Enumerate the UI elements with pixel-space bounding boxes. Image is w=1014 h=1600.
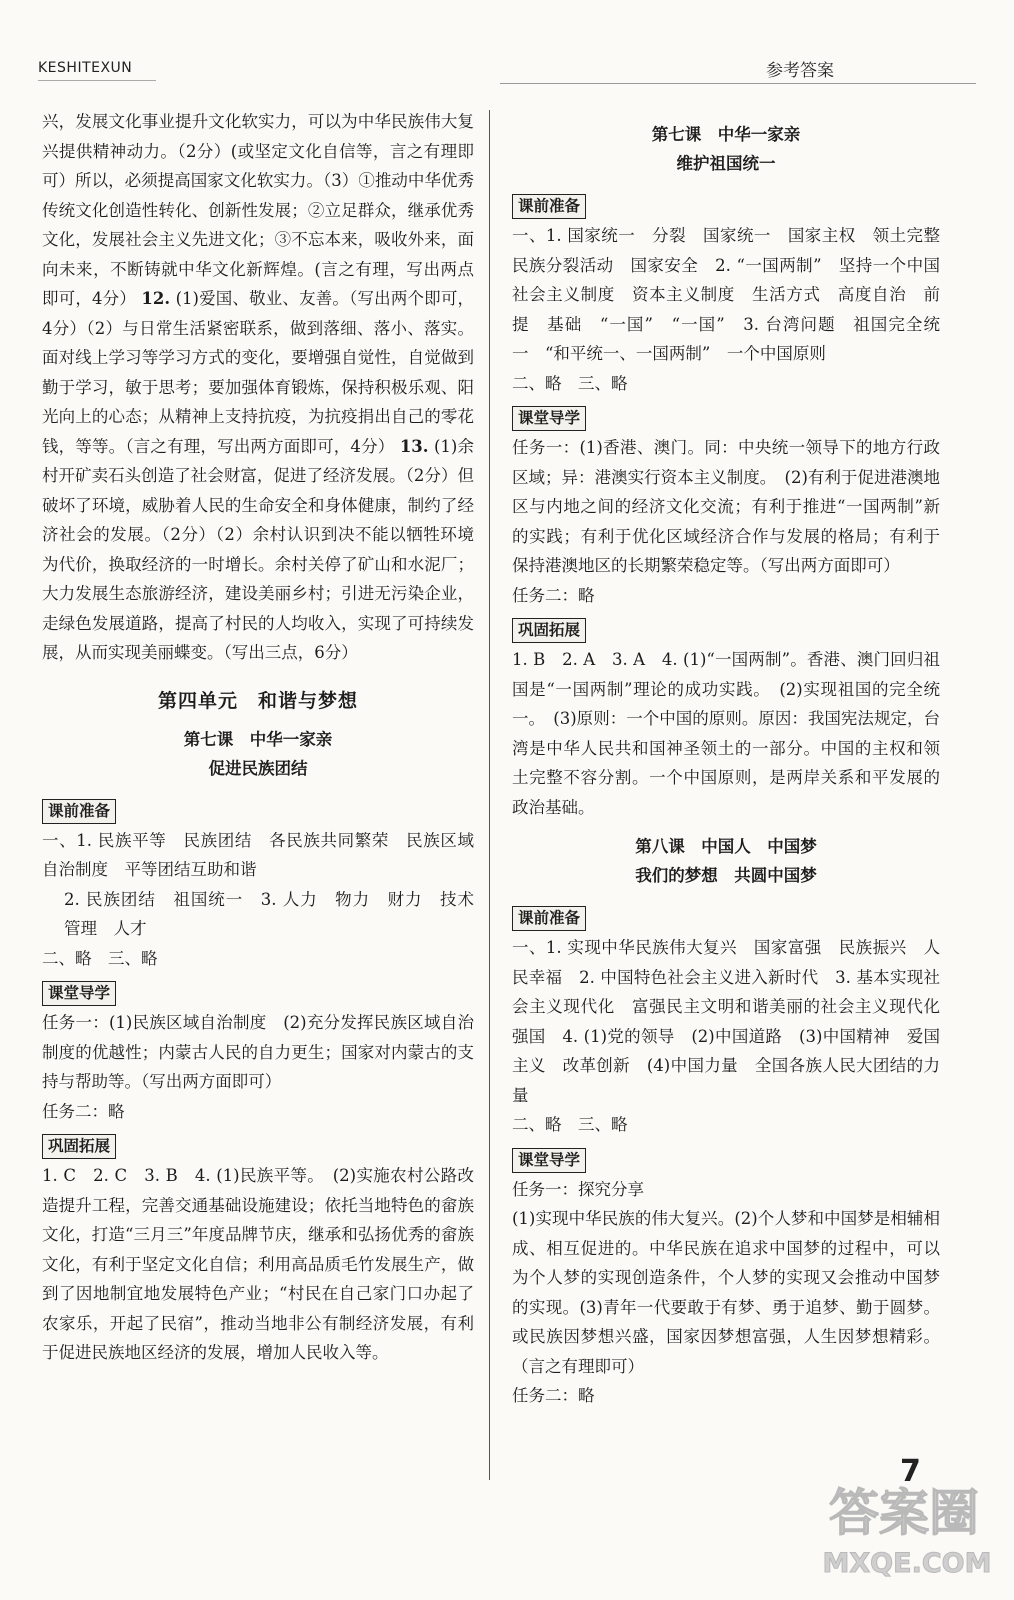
page-number: 7: [900, 1454, 921, 1489]
prep-answer-2: 二、略 三、略: [512, 373, 628, 393]
consolidate-answer: 1. C 2. C 3. B 4. (1)民族平等。 (2)实施农村公路改造提升工程，完善交通基础设施建设；依托当地特色的畲族文化，打造“三月三”年度品牌节庆，继承和弘扬优秀的畲族文化，有利于坚定文化自信；利用高品质毛竹发展生产，做到了因地制宜地发展特色产业；“村民在自己家门口办起了农家乐，开起了民宿”，推动当地非公有制经济发展，有利于促进民族地区经济的发展，增加人民收入等。: [42, 1166, 474, 1362]
prep-answer-1: 一、1. 国家统一 分裂 国家统一 国家主权 领土完整 民族分裂活动 国家安全 2. “一国两制” 坚持一个中国 社会主义制度 资本主义制度 生活方式 高度自治 前提 基础 “一国” “一国” 3. 台湾问题 祖国完全统一 “和平统一、一国两制” 一个中国原则: [512, 226, 957, 363]
question-12-answer: (1)爱国、敬业、友善。（写出两个即可，4分）（2）与日常生活紧密联系，做到落细、落小、落实。面对线上学习等学习方式的变化，要增强自觉性，自觉做到勤于学习，敏于思考；要加强体育锻炼，保持积极乐观、阳光向上的心态；从精神上支持抗疫，为抗疫捐出自己的零花钱，等等。（言之有理，写出两方面即可，4分）: [42, 289, 475, 456]
task-1-answer: 任务一：(1)民族区域自治制度 (2)充分发挥民族区域自治制度的优越性；内蒙古人民的自力更生；国家对内蒙古的支持与帮助等。（写出两方面即可）: [42, 1013, 474, 1091]
section-tag-class: 课堂导学: [512, 406, 586, 431]
task-1-heading: 任务一：探究分享: [512, 1179, 644, 1199]
header-rule: [500, 83, 976, 84]
lesson-8-title: [512, 832, 940, 890]
lesson-title-line2: 维护祖国统一: [676, 154, 776, 173]
question-13-answer: (1)余村开矿卖石头创造了社会财富，促进了经济发展。（2分）但破坏了环境，威胁着人民的生命安全和身体健康，制约了经济社会的发展。（2分）（2）余村认识到决不能以牺牲环境为代价，换取经济的一时增长。余村关停了矿山和水泥厂；大力发展生态旅游经济，建设美丽乡村；引进无污染企业，走绿色发展道路，提高了村民的人均收入，实现了可持续发展，从而实现美丽蝶变。（写出三点，6分）: [42, 436, 475, 662]
section-tag-consolidate: 巩固拓展: [42, 1134, 116, 1159]
task-2-answer: 任务二：略: [42, 1101, 125, 1121]
watermark-bottom-text: MXQE.COM: [822, 1548, 992, 1579]
unit-title: 第四单元 和谐与梦想: [157, 689, 358, 712]
lesson-title: [42, 725, 474, 783]
watermark-top-text: 答案圈: [829, 1484, 979, 1542]
task-2-answer: 任务二：略: [512, 585, 595, 605]
watermark-logo: [812, 1468, 1002, 1586]
lesson-8-title-line2: 我们的梦想 共圆中国梦: [635, 866, 817, 885]
prep2-answer-2: 二、略 三、略: [512, 1115, 628, 1134]
lesson-title-line1: 第七课 中华一家亲: [651, 125, 801, 144]
section-tag-class-2: 课堂导学: [512, 1148, 586, 1173]
continued-answer: [42, 107, 474, 668]
section-tag-class: 课堂导学: [42, 981, 116, 1006]
consolidate-answer: 1. B 2. A 3. A 4. (1)“一国两制”。香港、澳门回归祖国是“一国两制”理论的成功实践。 (2)实现祖国的完全统一。 (3)原则：一个中国的原则。原因：我国宪法规定，台湾是中华人民共和国神圣领土的一部分。中国的主权和领土完整不容分割。一个中国原则，是两岸关系和平发展的政治基础。: [512, 650, 940, 817]
lesson-title: [512, 120, 940, 178]
section-tag-prep: 课前准备: [512, 194, 586, 219]
lesson-title-line2: 促进民族团结: [208, 758, 308, 778]
lesson-8-title-line1: 第八课 中国人 中国梦: [635, 837, 817, 856]
question-12-number: 12.: [141, 289, 171, 308]
continued-answer-text: 兴，发展文化事业提升文化软实力，可以为中华民族伟大复兴提供精神动力。（2分）(或坚定文化自信等，言之有理即可）所以，必须提高国家文化软实力。（3）①推动中华优秀传统文化创造性转化、创新性发展；②立足群众，继承优秀文化，发展社会主义先进文化；③不忘本来，吸收外来，面向未来，不断铸就中华文化新辉煌。(言之有理，写出两点即可，4分）: [42, 112, 474, 308]
prep2-answer-1: 一、1. 实现中华民族伟大复兴 国家富强 民族振兴 人民幸福 2. 中国特色社会主义进入新时代 3. 基本实现社会主义现代化 富强民主文明和谐美丽的社会主义现代化强国 4. (1)党的领导 (2)中国道路 (3)中国精神 爱国主义 改革创新 (4)中国力量 全国各族人民大团结的力量: [512, 938, 940, 1105]
publisher-mark: KESHITEXUN: [38, 60, 156, 81]
section-tag-consolidate: 巩固拓展: [512, 618, 586, 643]
task-1-answer: 任务一：(1)香港、澳门。同：中央统一领导下的地方行政区域；异：港澳实行资本主义制度。 (2)有利于促进港澳地区与内地之间的经济文化交流；有利于推进“一国两制”新的实践；有利于优化区域经济合作与发展的格局；有利于保持港澳地区的长期繁荣稳定等。（写出两方面即可）: [512, 438, 940, 575]
column-divider: [489, 110, 490, 1480]
section-tag-prep-2: 课前准备: [512, 906, 586, 931]
prep-answer-3: 二、略 三、略: [42, 948, 158, 968]
left-column: [42, 107, 491, 1368]
task-2-answer-2: 任务二：略: [512, 1386, 595, 1405]
prep-answer-2: 2. 民族团结 祖国统一 3. 人力 物力 财力 技术 管理 人才: [64, 889, 491, 938]
prep-answer-1: 一、1. 民族平等 民族团结 各民族共同繁荣 民族区域自治制度 平等团结互助和谐: [42, 830, 474, 879]
task-1-body: (1)实现中华民族的伟大复兴。(2)个人梦和中国梦是相辅相成、相互促进的。中华民族在追求中国梦的过程中，可以为个人梦的实现创造条件，个人梦的实现又会推动中国梦的实现。(3)青年一代要敢于有梦、勇于追梦、勤于圆梦。或民族因梦想兴盛，国家因梦想富强，人生因梦想精彩。（言之有理即可）: [512, 1209, 940, 1376]
section-tag-prep: 课前准备: [42, 799, 116, 824]
question-13-number: 13.: [399, 436, 429, 456]
running-title: 参考答案: [766, 61, 834, 81]
lesson-title-line1: 第七课 中华一家亲: [183, 729, 333, 749]
right-column: [512, 120, 957, 1411]
